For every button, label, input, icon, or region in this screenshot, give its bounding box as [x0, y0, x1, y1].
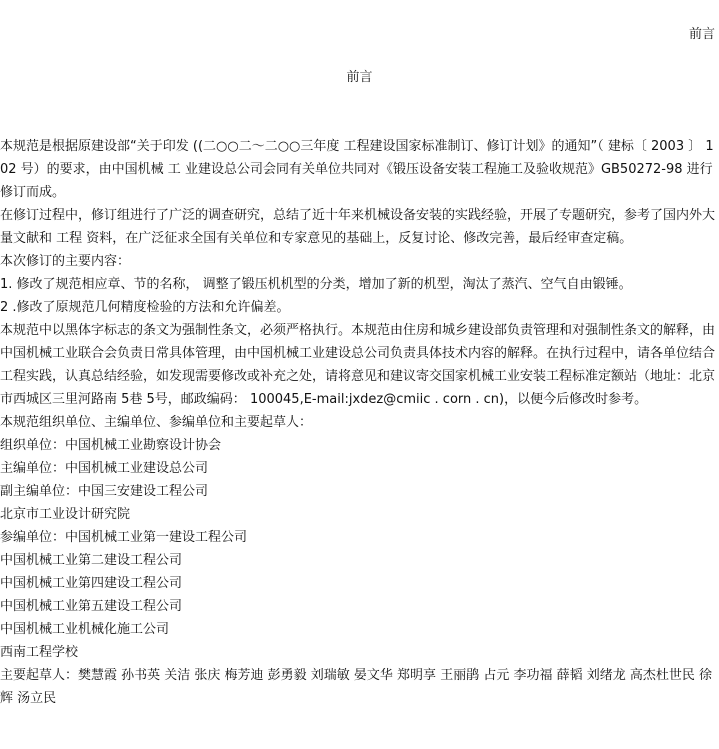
participating-unit-4: 中国机械工业第五建设工程公司 — [0, 599, 183, 614]
deputy-editor-unit: 副主编单位：中国三安建设工程公司 — [0, 484, 209, 499]
paragraph-change-1: 1. 修改了规范相应章、节的名称， 调整了锻压机机型的分类，增加了新的机型，淘汰了蒸汽、空气自由锻锤。 — [0, 277, 632, 292]
deputy-editor-unit-2: 北京市工业设计研究院 — [0, 507, 131, 522]
participating-unit-2: 中国机械工业第二建设工程公司 — [0, 553, 183, 568]
organizing-unit: 组织单位：中国机械工业勘察设计协会 — [0, 438, 222, 453]
page-title: 前言 — [346, 70, 373, 85]
participating-unit-6: 西南工程学校 — [0, 645, 79, 660]
paragraph-change-2: 2 .修改了原规范几何精度检验的方法和允许偏差。 — [0, 300, 290, 315]
participating-unit-5: 中国机械工业机械化施工公司 — [0, 622, 170, 637]
chief-editor-unit: 主编单位：中国机械工业建设总公司 — [0, 461, 209, 476]
paragraph-origin: 本规范是根据原建设部“关于印发 ((二○○二～二○○三年度 工程建设国家标准制订、修订计划》的通知”（ 建标〔 2003 〕 102 号）的要求，由中国机械 工 业建设总公司会同有关单位共同对《锻压设备安装工程施工及验收规范》GB50272-98 进行修订而成。 — [0, 139, 714, 200]
paragraph-revision-process: 在修订过程中，修订组进行了广泛的调查研究，总结了近十年来机械设备安装的实践经验，开展了专题研究，参考了国内外大量文献和 工程 资料，在广泛征求全国有关单位和专家意见的基础上，反复讨论、修改完善，最后经审查定稿。 — [0, 208, 716, 246]
participating-unit-3: 中国机械工业第四建设工程公司 — [0, 576, 183, 591]
document-body — [0, 135, 717, 710]
paragraph-units-heading: 本规范组织单位、主编单位、参编单位和主要起草人： — [0, 415, 313, 430]
participating-unit: 参编单位：中国机械工业第一建设工程公司 — [0, 530, 248, 545]
running-header: 前言 — [688, 27, 715, 42]
paragraph-main-changes-heading: 本次修订的主要内容： — [0, 254, 131, 269]
main-drafters: 主要起草人：樊慧霞 孙书英 关洁 张庆 梅芳迪 彭勇毅 刘瑞敏 晏文华 郑明享 王丽鹃 占元 李功福 薛韬 刘绪龙 高杰杜世民 徐辉 汤立民 — [0, 668, 712, 706]
paragraph-mandatory-clauses: 本规范中以黑体字标志的条文为强制性条文，必须严格执行。本规范由住房和城乡建设部负责管理和对强制性条文的解释，由中国机械工业联合会负责日常具体管理，由中国机械工业建设总公司负责具体技术内容的解释。在执行过程中，请各单位结合工程实践，认真总结经验，如发现需要修改或补充之处，请将意见和建议寄交国家机械工业安装工程标准定额站（地址：北京市西城区三里河路南 5巷 5号，邮政编码： 100045,E-mail:jxdez@cmiic . corn . cn)，以便今后修改时参考。 — [0, 323, 716, 407]
